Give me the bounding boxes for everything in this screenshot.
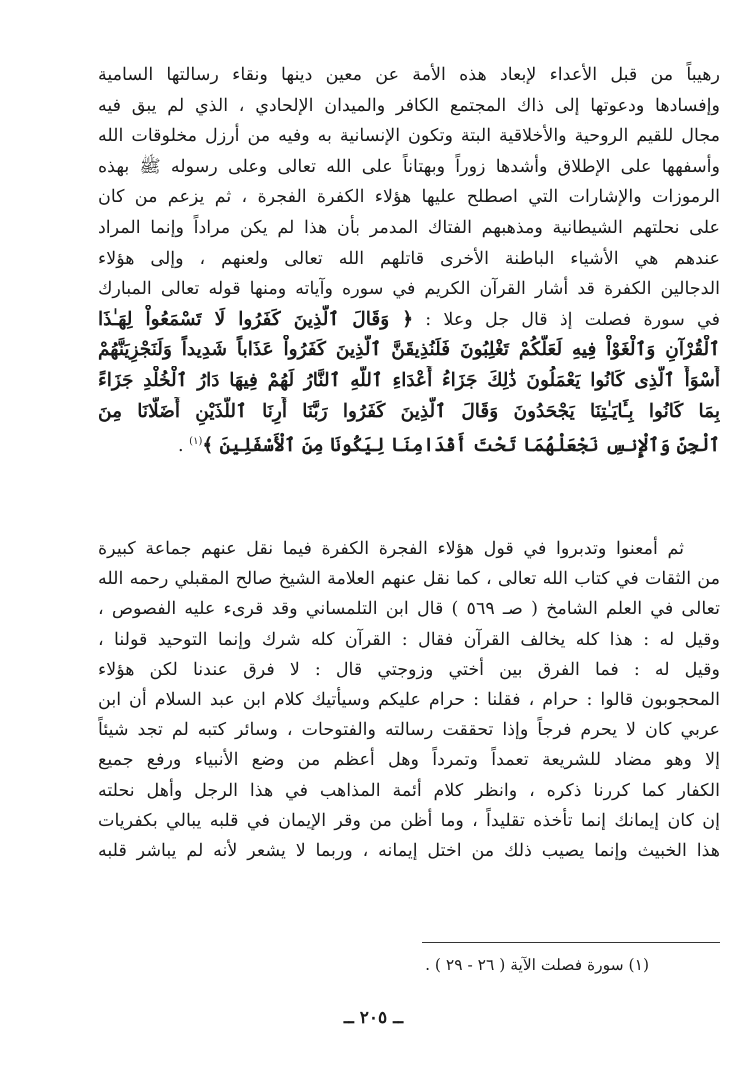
text-line: وقيل له : هذا كله يخالف القرآن فقال : القرآن كله شرك وإنما التوحيد قولنا ، [98,629,720,650]
text-line: تعالى في العلم الشامخ ( صـ ٥٦٩ ) قال ابن التلمساني وقد قرىء عليه الفصوص ، [98,599,720,620]
quran-verse-line: ٱلْقُرْآنِ وَٱلْغَوْاْ فِيهِ لَعَلَّكُمْ تَغْلِبُونَ فَلَنُذِيقَنَّ ٱلَّذِينَ كَفَرُواْ عَذَاباً شَدِيداً وَلَنَجْزِيَنَّهُمْ [98,339,720,361]
footnote-divider [422,942,720,943]
text-line: الدجالين الكفرة قد أشار القرآن الكريم في سوره وآياته ومنها قوله تعالى المبارك [98,279,720,300]
footnote: (١) سورة فصلت الآية ( ٢٦ - ٢٩ ) . [425,956,649,974]
text-line: إن كان إيمانك إنما تأخذه تقليداً ، وما أظن من وقر الإيمان في قلبه يبالي بكفريات [98,810,720,831]
text-line: المحجوبون قالوا : حرام ، فقلنا : حرام عليكم وسيأتيك كلام ابن عبد السلام أن ابن [98,689,720,710]
text-line: عندهم هي الأشياء الباطنة الأخرى قاتلهم الله تعالى ولعنهم ، وإلى هؤلاء [98,248,720,269]
text-line: عربي كان لا يحرم فرجاً وإذا تحققت رسالته والفتوحات ، وسائر كتبه لم تجد شيئاً [98,720,720,741]
text-line-quran-end [98,427,720,458]
text-line: وإفسادها ودعوتها إلى ذاك المجتمع الكافر والميدان الإلحادي ، الذي لم يبق فيه [98,95,720,116]
quran-intro: في سورة فصلت إذ قال جل وعلا : [425,309,720,330]
text-line: وأسفهها على الإطلاق وأشدها زوراً وبهتاناً على الله تعالى وعلى رسوله ﷺ بهذه [98,156,720,177]
text-line: من الثقات في كتاب الله تعالى ، كما نقل عنهم العلامة الشيخ صالح المقبلي رحمه الله [98,569,720,590]
quran-verse-line: ﴿ وَقَالَ ٱلَّذِينَ كَفَرُوا لَا تَسْمَعُواْ لِهَـٰذَا [98,308,414,330]
text-line: ثم أمعنوا وتدبروا في قول هؤلاء الفجرة الكفرة فيما نقل عنهم جماعة كبيرة [98,539,684,559]
footnote-marker: (١) [189,436,203,448]
paragraph-1 [98,60,720,458]
text-line: على نحلتهم الشيطانية ومذهبهم الفتاك المدمر بأن هذا لم يكن مراداً وإنما المراد [98,217,720,238]
text-line: مجال للقيم الروحية والأخلاقية البتة وتكون الإنسانية به وفيه من أرزل مخلوقات الله [98,126,720,147]
text-line: إلا وهو مضاد للشريعة تعمداً وتمرداً وهل أعظم من وضع الأنبياء ورفع جميع [98,750,720,771]
paragraph-2 [98,534,720,866]
text-line: هذا الخبيث وإنما يصيب ذلك من اختل إيمانه ، وربما لا يشعر لأنه لم يباشر قلبه [98,840,720,861]
page-number: ــ ٢٠٥ ــ [343,1008,404,1028]
text-line: الكفار كما كررنا ذكره ، وانظر كلام أئمة المذاهب في هذا الرجل وأهل نحلته [98,780,720,801]
quran-verse-line: ٱلْجِنِّ وَٱلْإِنسِ نَجْعَلْهُمَا تَحْتَ أَقْدَامِنَا لِيَكُونَا مِنَ ٱلْأَسْفَلِينَ ﴾ [202,434,720,456]
text-line: الرموزات والإشارات التي اصطلح عليها هؤلاء الكفرة الفجرة ، ثم يزعم من كان [98,187,720,208]
quran-verse-line: بِمَا كَانُوا بِـَٔايَـٰتِنَا يَجْحَدُونَ وَقَالَ ٱلَّذِينَ كَفَرُوا رَبَّنَا أَرِنَا ٱللَّذَيْنِ أَضَلَّانَا مِنَ [98,400,720,422]
end-mark: . [178,435,184,456]
quran-verse-line: أَسْوَأَ ٱلَّذِى كَانُوا يَعْمَلُونَ ذَٰلِكَ جَزَاءُ أَعْدَاءِ ٱللَّهِ ٱلنَّارُ لَهُمْ فِيهَا دَارُ ٱلْخُلْدِ جَزَاءً [98,369,720,391]
text-line: وقيل له : فما الفرق بين أختي وزوجتي قال : لا فرق عندنا لكن هؤلاء [98,659,720,680]
text-line-quran-intro [98,305,720,336]
text-line: رهيباً من قبل الأعداء لإبعاد هذه الأمة عن معين دينها ونقاء رسالتها السامية [98,65,720,85]
